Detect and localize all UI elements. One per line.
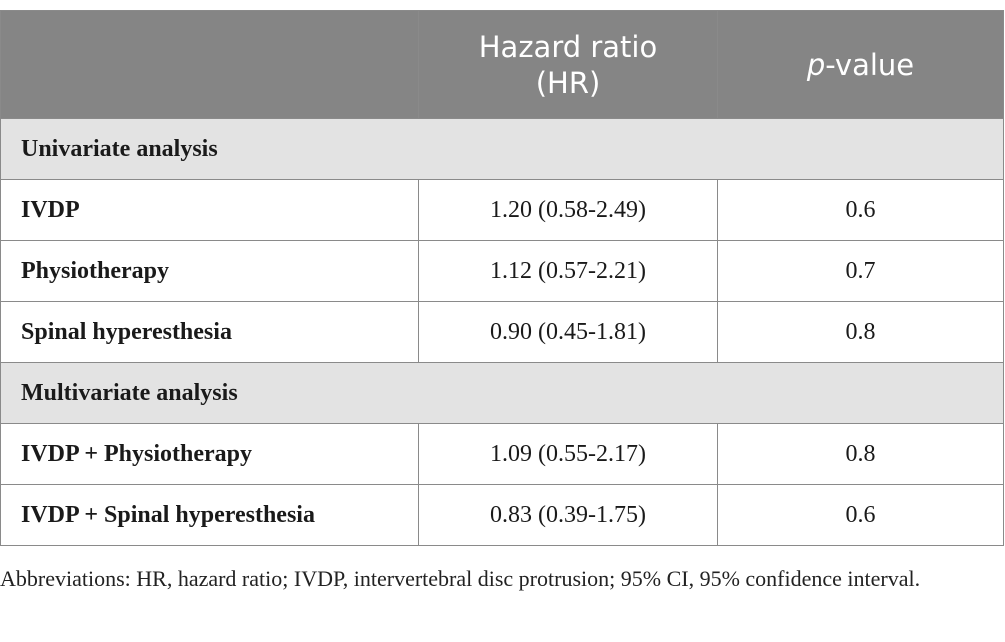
row-p-value: 0.8 bbox=[718, 424, 1004, 485]
table-row bbox=[1, 424, 1004, 485]
row-label: IVDP + Physiotherapy bbox=[1, 424, 419, 485]
table-row bbox=[1, 180, 1004, 241]
row-hazard-ratio: 0.90 (0.45-1.81) bbox=[419, 302, 718, 363]
row-p-value: 0.6 bbox=[718, 485, 1004, 546]
header-row bbox=[1, 11, 1004, 119]
row-p-value: 0.8 bbox=[718, 302, 1004, 363]
row-hazard-ratio: 0.83 (0.39-1.75) bbox=[419, 485, 718, 546]
row-label: IVDP + Spinal hyperesthesia bbox=[1, 485, 419, 546]
header-variable bbox=[1, 11, 419, 119]
row-p-value: 0.7 bbox=[718, 241, 1004, 302]
row-hazard-ratio: 1.12 (0.57-2.21) bbox=[419, 241, 718, 302]
header-hazard-ratio-line2: (HR) bbox=[535, 65, 601, 100]
row-label: Spinal hyperesthesia bbox=[1, 302, 419, 363]
section-row-univariate bbox=[1, 119, 1004, 180]
section-title: Univariate analysis bbox=[1, 119, 1004, 180]
hazard-ratio-table-container bbox=[0, 10, 1003, 546]
table-footnote: Abbreviations: HR, hazard ratio; IVDP, intervertebral disc protrusion; 95% CI, 95% confidence interval. bbox=[0, 566, 921, 591]
row-label: IVDP bbox=[1, 180, 419, 241]
section-row-multivariate bbox=[1, 363, 1004, 424]
section-title: Multivariate analysis bbox=[1, 363, 1004, 424]
table-row bbox=[1, 241, 1004, 302]
header-p-letter: p bbox=[806, 47, 826, 82]
hazard-ratio-table bbox=[0, 10, 1004, 546]
table-row bbox=[1, 485, 1004, 546]
row-hazard-ratio: 1.09 (0.55-2.17) bbox=[419, 424, 718, 485]
header-hazard-ratio-line1: Hazard ratio bbox=[478, 29, 658, 64]
header-p-value bbox=[718, 11, 1004, 119]
row-hazard-ratio: 1.20 (0.58-2.49) bbox=[419, 180, 718, 241]
header-hazard-ratio bbox=[419, 11, 718, 119]
row-label: Physiotherapy bbox=[1, 241, 419, 302]
table-row bbox=[1, 302, 1004, 363]
row-p-value: 0.6 bbox=[718, 180, 1004, 241]
header-p-rest: -value bbox=[825, 47, 915, 82]
